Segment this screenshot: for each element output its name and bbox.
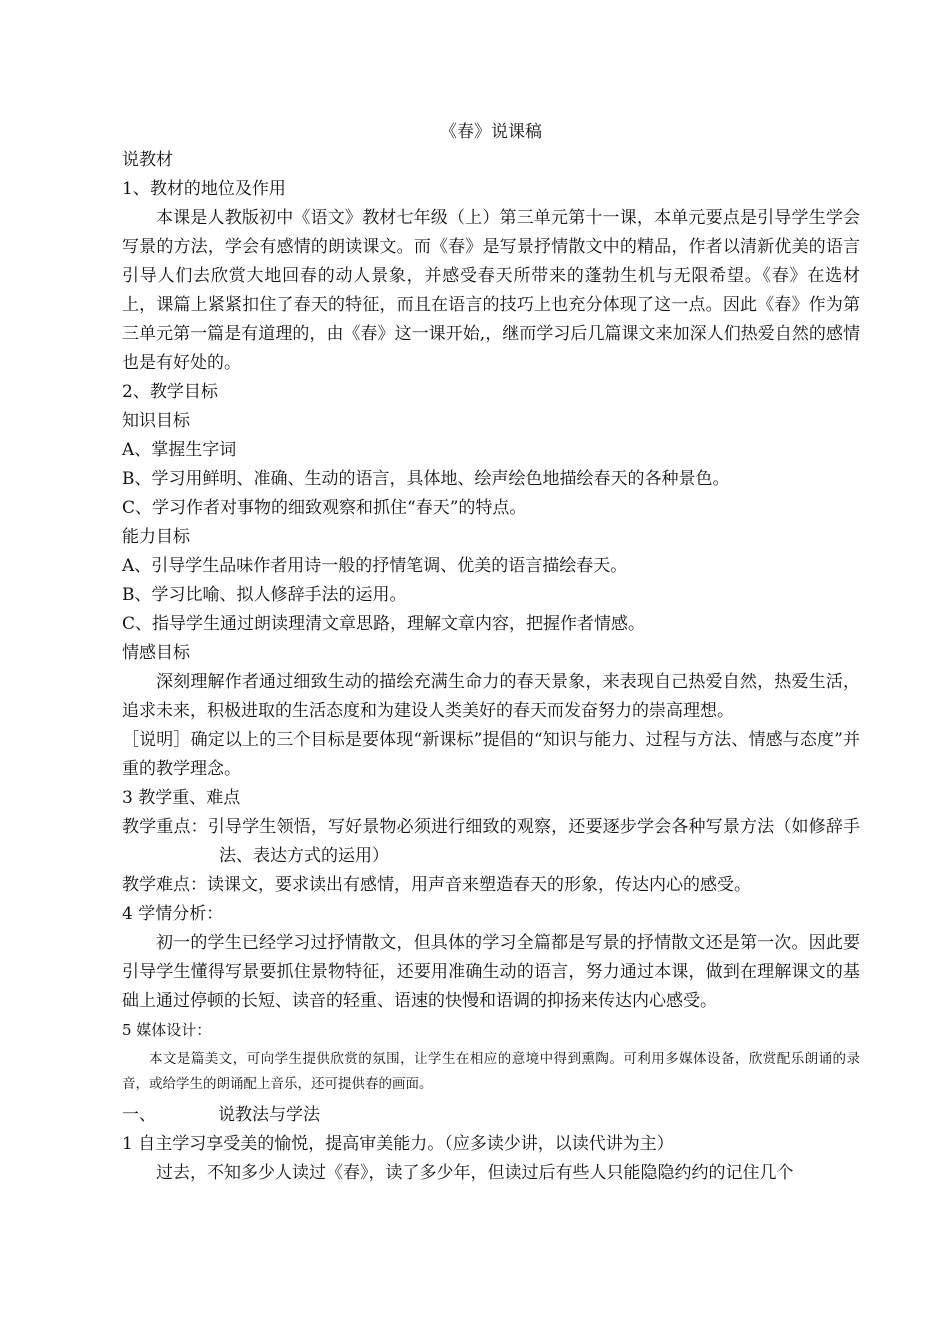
paragraph-status-role: 本课是人教版初中《语文》教材七年级（上）第三单元第十一课，本单元要点是引导学生学会写景的方法，学会有感情的朗读课文。而《春》是写景抒情散文中的精品，作者以清新优美的语言引导人们去欣赏大地回春的动人景象，并感受春天所带来的蓬勃生机与无限希望。《春》在选材上，课篇上紧紧扣住了春天的特征，而且在语言的技巧上也充分体现了这一点。因此《春》作为第三单元第一篇是有道理的，由《春》这一课开始,，继而学习后几篇课文来加深人们热爱自然的感情也是有好处的。 xyxy=(122,208,860,373)
heading-emotion-goals: 情感目标 xyxy=(122,643,190,663)
document-body xyxy=(122,118,860,1188)
heading-key-difficult-points: 3 教学重、难点 xyxy=(122,788,241,808)
heading-methods-text: 说教法与学法 xyxy=(218,1105,320,1125)
heading-ability-goals: 能力目标 xyxy=(122,527,190,547)
ability-goal-b: B、学习比喻、拟人修辞手法的运用。 xyxy=(122,585,407,605)
paragraph-explanation-note: ［说明］确定以上的三个目标是要体现“新课标”提倡的“知识与能力、过程与方法、情感与态度”并重的教学理念。 xyxy=(122,730,860,779)
ability-goal-c: C、指导学生通过朗读理清文章思路，理解文章内容，把握作者情感。 xyxy=(122,614,646,634)
heading-methods xyxy=(122,1101,860,1130)
heading-methods-number: 一、 xyxy=(122,1105,156,1125)
document-title: 《春》说课稿 xyxy=(440,122,542,142)
knowledge-goal-a: A、掌握生字词 xyxy=(122,440,237,460)
paragraph-student-analysis: 初一的学生已经学习过抒情散文，但具体的学习全篇都是写景的抒情散文还是第一次。因此要引导学生懂得写景要抓住景物特征，还要用准确生动的语言，努力通过本课，做到在理解课文的基础上通过停顿的长短、读音的轻重、语速的快慢和语调的抑扬来传达内心感受。 xyxy=(122,933,860,1011)
paragraph-emotion-goals: 深刻理解作者通过细致生动的描绘充满生命力的春天景象，来表现自己热爱自然，热爱生活，追求未来，积极进取的生活态度和为建设人类美好的春天而发奋努力的崇高理想。 xyxy=(122,672,860,721)
heading-status-role: 1、教材的地位及作用 xyxy=(122,179,286,199)
knowledge-goal-c: C、学习作者对事物的细致观察和抓住“春天”的特点。 xyxy=(122,498,527,518)
heading-knowledge-goals: 知识目标 xyxy=(122,411,190,431)
ability-goal-a: A、引导学生品味作者用诗一般的抒情笔调、优美的语言描绘春天。 xyxy=(122,556,628,576)
method-1: 1 自主学习享受美的愉悦，提高审美能力。（应多读少讲，以读代讲为主） xyxy=(122,1134,674,1154)
heading-textbook: 说教材 xyxy=(122,150,173,170)
difficult-point: 教学难点：读课文，要求读出有感情，用声音来塑造春天的形象，传达内心的感受。 xyxy=(122,875,751,895)
knowledge-goal-b: B、学习用鲜明、准确、生动的语言，具体地、绘声绘色地描绘春天的各种景色。 xyxy=(122,469,730,489)
paragraph-method-1: 过去，不知多少人读过《春》，读了多少年，但读过后有些人只能隐隐约约的记住几个 xyxy=(156,1163,794,1183)
heading-media-design: 5 媒体设计： xyxy=(122,1021,212,1039)
paragraph-media-design: 本文是篇美文，可向学生提供欣赏的氛围，让学生在相应的意境中得到熏陶。可利用多媒体设备，欣赏配乐朗诵的录音，或给学生的朗诵配上音乐，还可提供春的画面。 xyxy=(122,1051,860,1092)
heading-student-analysis: 4 学情分析： xyxy=(122,904,224,924)
heading-teaching-goals: 2、教学目标 xyxy=(122,382,218,402)
key-point: 教学重点：引导学生领悟，写好景物必须进行细致的观察，还要逐步学会各种写景方法（如修辞手法、表达方式的运用） xyxy=(122,817,860,866)
